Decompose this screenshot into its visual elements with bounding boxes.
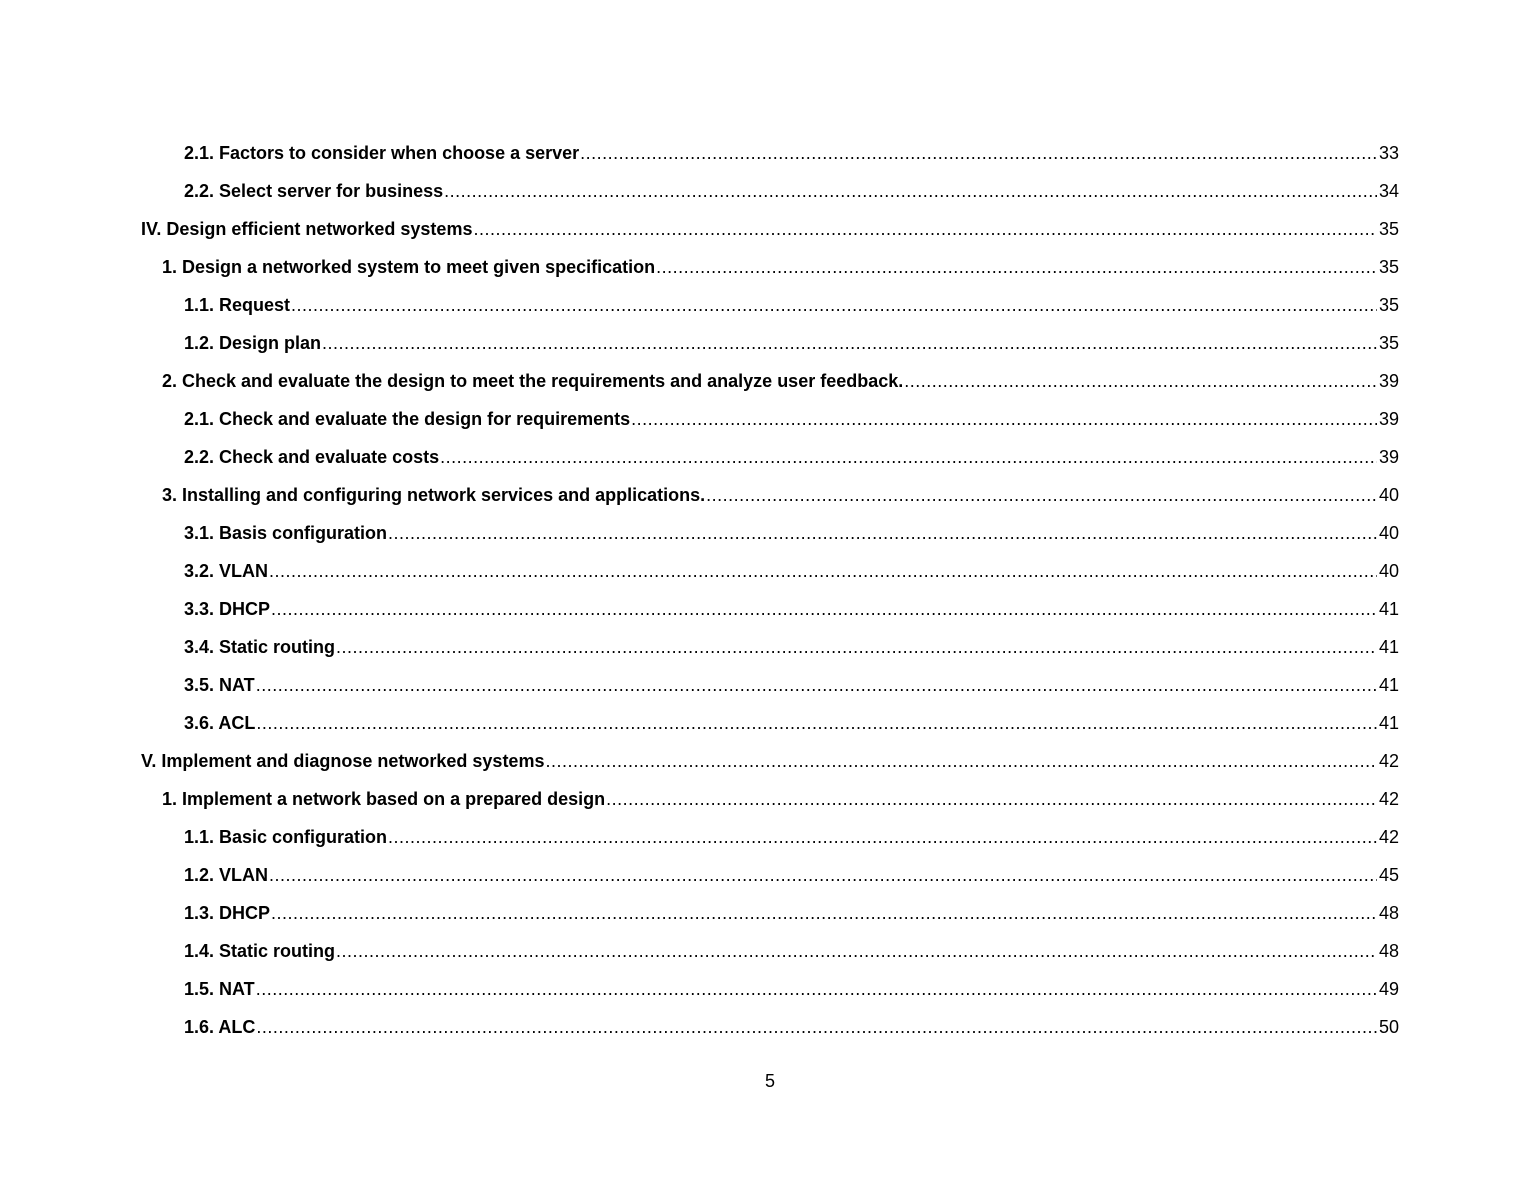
toc-dot-leader: [631, 400, 1377, 438]
toc-dot-leader: [388, 514, 1377, 552]
toc-entry-title: 3.1. Basis configuration: [184, 523, 388, 543]
page-number: 5: [764, 1071, 775, 1091]
toc-entry-title: 1.4. Static routing: [184, 941, 336, 961]
toc-dot-leader: [904, 362, 1377, 400]
toc-entry[interactable]: [184, 970, 1399, 1008]
toc-entry-title: V. Implement and diagnose networked systems: [141, 751, 545, 771]
toc-entry-page-number: 42: [1378, 789, 1399, 809]
toc-dot-leader: [256, 666, 1377, 704]
toc-dot-leader: [580, 134, 1377, 172]
toc-entry-page-number: 40: [1378, 523, 1399, 543]
toc-entry[interactable]: [141, 742, 1399, 780]
toc-dot-leader: [473, 210, 1377, 248]
toc-entry-title: 3.5. NAT: [184, 675, 255, 695]
toc-entry[interactable]: [162, 780, 1399, 818]
toc-entry-title: 1.5. NAT: [184, 979, 255, 999]
toc-dot-leader: [269, 552, 1377, 590]
toc-entry-page-number: 34: [1378, 181, 1399, 201]
toc-entry-page-number: 42: [1378, 827, 1399, 847]
toc-entry-page-number: 42: [1378, 751, 1399, 771]
toc-entry[interactable]: [184, 286, 1399, 324]
toc-entry[interactable]: [141, 210, 1399, 248]
toc-entry-title: 2. Check and evaluate the design to meet the requirements and analyze user feedback.: [162, 371, 904, 391]
toc-entry-page-number: 41: [1378, 675, 1399, 695]
toc-entry-title: 1.1. Basic configuration: [184, 827, 388, 847]
toc-entry-title: 1.2. VLAN: [184, 865, 269, 885]
toc-entry[interactable]: [184, 666, 1399, 704]
toc-entry-page-number: 41: [1378, 637, 1399, 657]
toc-entry-title: 1.6. ALC: [184, 1017, 256, 1037]
toc-entry[interactable]: [184, 552, 1399, 590]
toc-entry[interactable]: [162, 362, 1399, 400]
toc-dot-leader: [256, 970, 1377, 1008]
toc-entry-title: IV. Design efficient networked systems: [141, 219, 473, 239]
toc-entry[interactable]: [184, 856, 1399, 894]
toc-entry-title: 3.2. VLAN: [184, 561, 269, 581]
toc-entry-page-number: 48: [1378, 941, 1399, 961]
toc-entry[interactable]: [184, 704, 1399, 742]
toc-entry-title: 2.1. Check and evaluate the design for requirements: [184, 409, 631, 429]
toc-entry[interactable]: [184, 438, 1399, 476]
toc-dot-leader: [444, 172, 1377, 210]
toc-entry[interactable]: [184, 932, 1399, 970]
toc-dot-leader: [256, 1008, 1377, 1046]
toc-entry[interactable]: [184, 818, 1399, 856]
toc-dot-leader: [656, 248, 1377, 286]
toc-entry-title: 3.3. DHCP: [184, 599, 271, 619]
toc-entry[interactable]: [162, 476, 1399, 514]
toc-entry[interactable]: [184, 400, 1399, 438]
toc-dot-leader: [440, 438, 1377, 476]
toc-entry-title: 1. Design a networked system to meet given specification: [162, 257, 656, 277]
toc-entry-page-number: 35: [1378, 333, 1399, 353]
toc-dot-leader: [322, 324, 1377, 362]
toc-entry[interactable]: [184, 894, 1399, 932]
toc-entry-page-number: 48: [1378, 903, 1399, 923]
toc-dot-leader: [545, 742, 1377, 780]
toc-dot-leader: [706, 476, 1377, 514]
toc-entry[interactable]: [184, 1008, 1399, 1046]
toc-dot-leader: [336, 932, 1377, 970]
toc-entry[interactable]: [184, 514, 1399, 552]
toc-dot-leader: [256, 704, 1377, 742]
toc-dot-leader: [271, 894, 1377, 932]
toc-entry-page-number: 40: [1378, 485, 1399, 505]
toc-entry-title: 3. Installing and configuring network services and applications.: [162, 485, 706, 505]
toc-entry-page-number: 39: [1378, 409, 1399, 429]
toc-dot-leader: [336, 628, 1377, 666]
toc-dot-leader: [388, 818, 1377, 856]
toc-entry-title: 2.2. Check and evaluate costs: [184, 447, 440, 467]
toc-entry-page-number: 49: [1378, 979, 1399, 999]
toc-entry-page-number: 50: [1378, 1017, 1399, 1037]
toc-entry-page-number: 41: [1378, 599, 1399, 619]
toc-entry-page-number: 35: [1378, 257, 1399, 277]
toc-entry[interactable]: [184, 172, 1399, 210]
toc-dot-leader: [271, 590, 1377, 628]
toc-entry[interactable]: [184, 324, 1399, 362]
toc-entry[interactable]: [184, 628, 1399, 666]
toc-entry-title: 3.4. Static routing: [184, 637, 336, 657]
toc-entry-title: 3.6. ACL: [184, 713, 256, 733]
toc-entry[interactable]: [184, 590, 1399, 628]
toc-entry-page-number: 35: [1378, 295, 1399, 315]
toc-entry-page-number: 33: [1378, 143, 1399, 163]
toc-dot-leader: [269, 856, 1377, 894]
toc-entry-page-number: 39: [1378, 371, 1399, 391]
toc-entry-title: 1.1. Request: [184, 295, 291, 315]
toc-dot-leader: [606, 780, 1377, 818]
toc-entry[interactable]: [184, 134, 1399, 172]
toc-entry-title: 2.1. Factors to consider when choose a server: [184, 143, 580, 163]
toc-entry-page-number: 39: [1378, 447, 1399, 467]
toc-entry[interactable]: [162, 248, 1399, 286]
toc-entry-title: 1.2. Design plan: [184, 333, 322, 353]
toc-entry-page-number: 41: [1378, 713, 1399, 733]
toc-entry-page-number: 40: [1378, 561, 1399, 581]
toc-entry-title: 1.3. DHCP: [184, 903, 271, 923]
toc-entry-page-number: 45: [1378, 865, 1399, 885]
toc-entry-page-number: 35: [1378, 219, 1399, 239]
toc-dot-leader: [291, 286, 1377, 324]
toc-entry-title: 2.2. Select server for business: [184, 181, 444, 201]
toc-entry-title: 1. Implement a network based on a prepared design: [162, 789, 606, 809]
